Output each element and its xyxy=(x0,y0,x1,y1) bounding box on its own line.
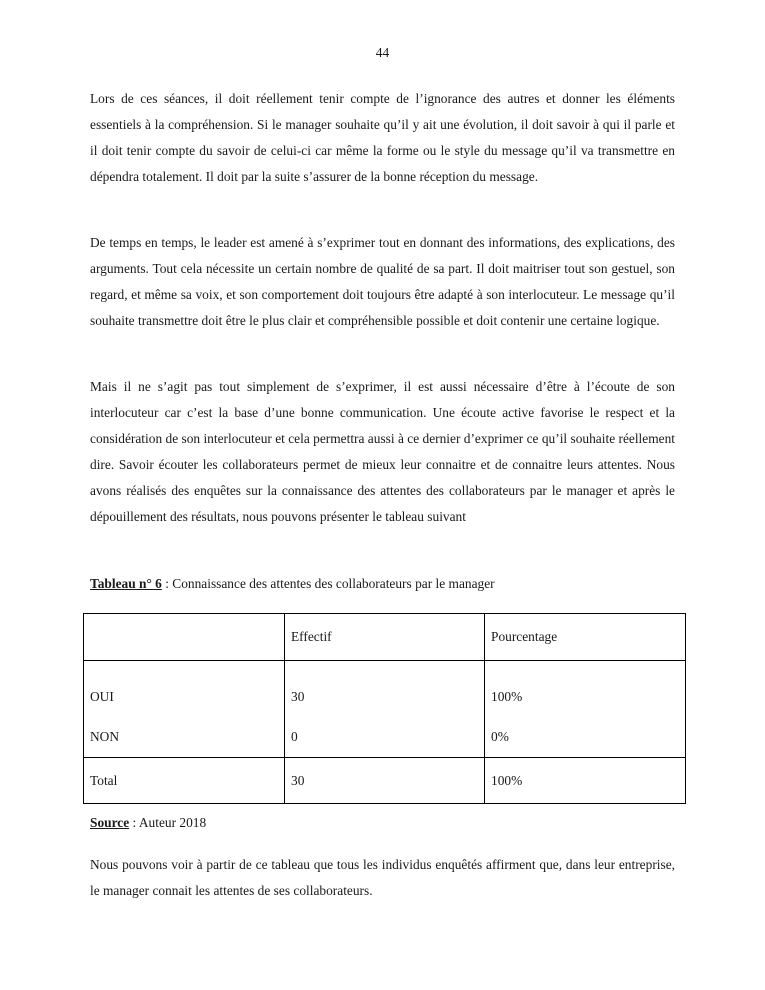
pourcentage-cell xyxy=(485,661,686,758)
total-label: Total xyxy=(84,758,285,804)
header-cell-pourcentage: Pourcentage xyxy=(485,614,686,661)
pourcentage-oui: 100% xyxy=(491,689,523,704)
row-label-oui: OUI xyxy=(90,689,114,704)
total-effectif: 30 xyxy=(285,758,485,804)
table-row xyxy=(84,661,686,758)
paragraph-ignorance: Lors de ces séances, il doit réellement tenir compte de l’ignorance des autres et donner les éléments essentiels à la compréhension. Si le manager souhaite qu’il y ait une évolution, il doit savoir à qui il parle et il doit tenir compte du savoir de celui-ci car même la forme ou le style du message qu’il va transmettre en dépendra totalement. Il doit par la suite s’assurer de la bonne réception du message. xyxy=(90,91,675,184)
header-cell-effectif: Effectif xyxy=(285,614,485,661)
effectif-oui: 30 xyxy=(291,689,305,704)
header-cell-empty xyxy=(84,614,285,661)
table-caption xyxy=(90,571,675,597)
paragraph-conclusion: Nous pouvons voir à partir de ce tableau que tous les individus enquêtés affirment que, dans leur entreprise, le manager connait les attentes de ses collaborateurs. xyxy=(90,857,675,898)
label-cell xyxy=(84,661,285,758)
table-total-row xyxy=(84,758,686,804)
table-caption-lead: Tableau n° 6 xyxy=(90,576,162,591)
source-text: : Auteur 2018 xyxy=(129,815,207,830)
results-table xyxy=(83,613,685,799)
source-line xyxy=(90,810,206,836)
page-number: 44 xyxy=(375,45,390,60)
source-lead: Source xyxy=(90,815,130,830)
effectif-cell xyxy=(285,661,485,758)
table-caption-text: : Connaissance des attentes des collaborateurs par le manager xyxy=(161,576,495,591)
paragraph-leader-expression: De temps en temps, le leader est amené à s’exprimer tout en donnant des informations, des explications, des arguments. Tout cela nécessite un certain nombre de qualité de sa part. Il doit maitriser tout son gestuel, son regard, et même sa voix, et son comportement doit toujours être adapté à son interlocuteur. Le message qu’il souhaite transmettre doit être le plus clair et compréhensible possible et doit contenir une certaine logique. xyxy=(90,235,675,328)
paragraph-active-listening: Mais il ne s’agit pas tout simplement de s’exprimer, il est aussi nécessaire d’être à l’écoute de son interlocuteur car c’est la base d’une bonne communication. Une écoute active favorise le respect et la considération de son interlocuteur et cela permettra aussi à ce dernier d’exprimer ce qu’il souhaite réellement dire. Savoir écouter les collaborateurs permet de mieux leur connaitre et de connaitre leurs attentes. Nous avons réalisés des enquêtes sur la connaissance des attentes des collaborateurs par le manager et après le dépouillement des résultats, nous pouvons présenter le tableau suivant xyxy=(90,379,675,524)
pourcentage-non: 0% xyxy=(491,729,509,744)
table-header-row xyxy=(84,614,686,661)
effectif-non: 0 xyxy=(291,729,298,744)
row-label-non: NON xyxy=(90,729,120,744)
total-pourcentage: 100% xyxy=(485,758,686,804)
